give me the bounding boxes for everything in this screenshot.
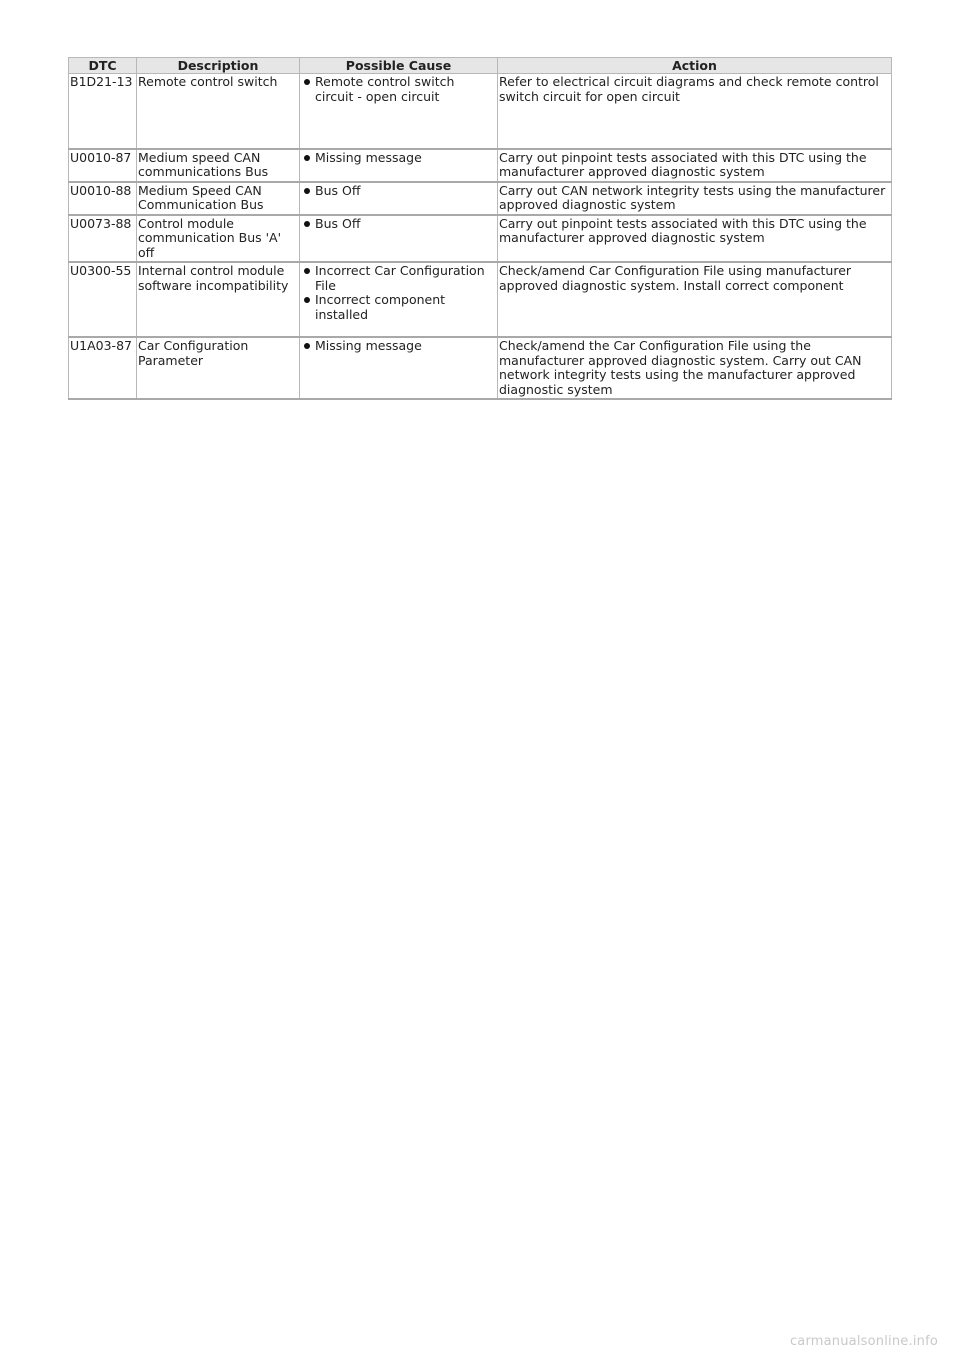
cell-description: Internal control module software incompatibility — [137, 262, 300, 337]
cause-item — [301, 293, 496, 322]
table-body — [69, 74, 892, 400]
cause-item — [301, 264, 496, 293]
cell-description: Medium speed CAN communications Bus — [137, 149, 300, 182]
bullet-icon — [304, 297, 310, 303]
bullet-icon — [304, 155, 310, 161]
cell-possible-cause — [300, 337, 498, 399]
table-row — [69, 337, 892, 399]
cell-action: Carry out pinpoint tests associated with this DTC using the manufacturer approved diagnostic system — [498, 215, 892, 263]
cause-text: Remote control switch circuit - open circuit — [315, 74, 455, 104]
cell-dtc: U1A03-87 — [69, 337, 137, 399]
cell-possible-cause — [300, 74, 498, 149]
cell-description: Control module communication Bus 'A' off — [137, 215, 300, 263]
table-header — [69, 58, 892, 74]
cause-item — [301, 184, 496, 199]
bullet-icon — [304, 221, 310, 227]
header-dtc: DTC — [69, 58, 137, 74]
cause-item — [301, 151, 496, 166]
header-action: Action — [498, 58, 892, 74]
cause-text: Missing message — [315, 338, 422, 353]
cause-text: Missing message — [315, 149, 422, 165]
cell-action: Refer to electrical circuit diagrams and check remote control switch circuit for open circuit — [498, 74, 892, 149]
cause-list — [301, 151, 496, 166]
cell-possible-cause — [300, 262, 498, 337]
dtc-table — [68, 57, 892, 400]
cause-list — [301, 184, 496, 199]
cell-description: Remote control switch — [137, 74, 300, 149]
cell-dtc: U0010-88 — [69, 182, 137, 215]
cause-item — [301, 217, 496, 232]
bullet-icon — [304, 79, 310, 85]
header-possible-cause: Possible Cause — [300, 58, 498, 74]
table-row — [69, 215, 892, 263]
site-watermark: carmanualsonline.info — [789, 1334, 938, 1349]
header-description: Description — [137, 58, 300, 74]
cause-list — [301, 217, 496, 232]
cause-text: Incorrect component installed — [315, 292, 446, 322]
bullet-icon — [304, 188, 310, 194]
cause-item — [301, 339, 496, 354]
cause-text: Bus Off — [315, 215, 361, 231]
cell-description: Medium Speed CAN Communication Bus — [137, 182, 300, 215]
cause-list — [301, 264, 496, 322]
header-row — [69, 58, 892, 74]
cause-text: Incorrect Car Configuration File — [315, 263, 485, 293]
cell-dtc: U0073-88 — [69, 215, 137, 263]
cell-dtc: U0300-55 — [69, 262, 137, 337]
cell-action: Carry out pinpoint tests associated with this DTC using the manufacturer approved diagnostic system — [498, 149, 892, 182]
cell-possible-cause — [300, 215, 498, 263]
table-row — [69, 74, 892, 149]
cell-possible-cause — [300, 149, 498, 182]
cell-action: Check/amend Car Configuration File using manufacturer approved diagnostic system. Install correct component — [498, 262, 892, 337]
cause-text: Bus Off — [315, 182, 361, 198]
table-row — [69, 182, 892, 215]
bullet-icon — [304, 268, 310, 274]
cell-possible-cause — [300, 182, 498, 215]
cause-list — [301, 339, 496, 354]
cell-description: Car Configuration Parameter — [137, 337, 300, 399]
cause-item — [301, 75, 496, 104]
table-row — [69, 149, 892, 182]
cell-dtc: U0010-87 — [69, 149, 137, 182]
cell-action: Check/amend the Car Configuration File using the manufacturer approved diagnostic system. Carry out CAN network integrity tests using the manufacturer approved diagnostic system — [498, 337, 892, 399]
table-row — [69, 262, 892, 337]
bullet-icon — [304, 343, 310, 349]
cause-list — [301, 75, 496, 104]
cell-action: Carry out CAN network integrity tests using the manufacturer approved diagnostic system — [498, 182, 892, 215]
cell-dtc: B1D21-13 — [69, 74, 137, 149]
